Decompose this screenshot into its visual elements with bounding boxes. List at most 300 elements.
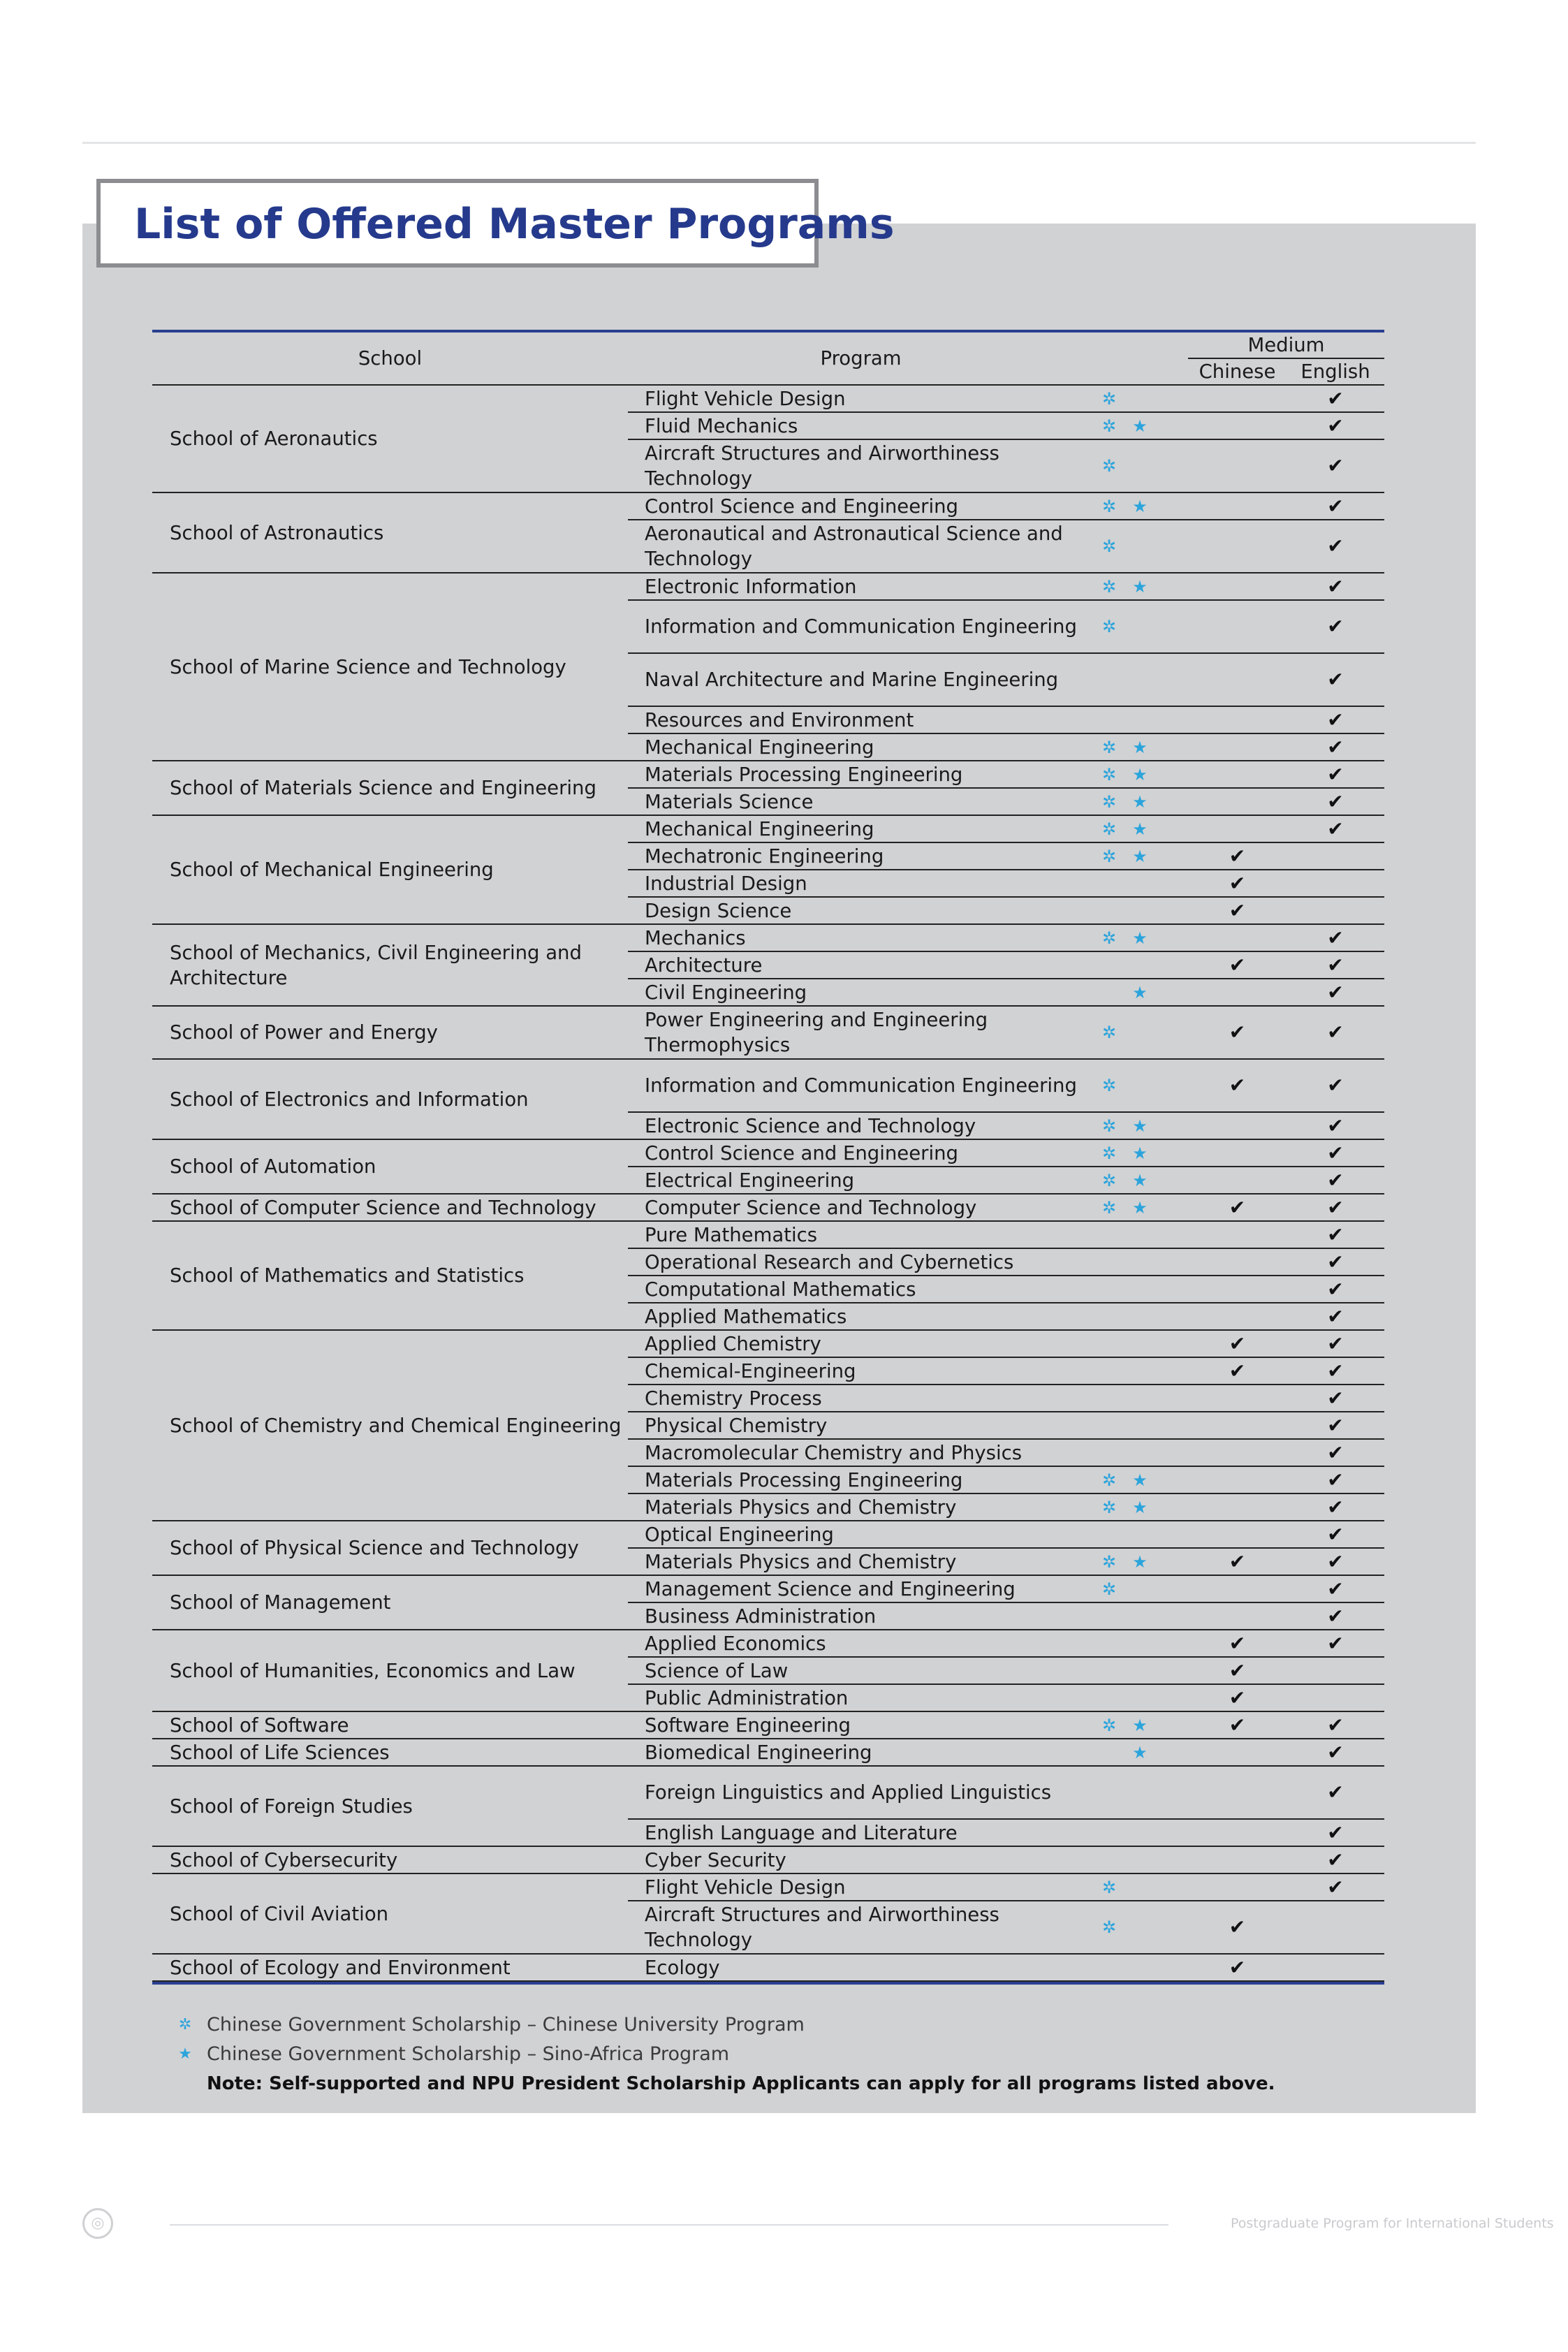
scholarship-university-icon: ✲ xyxy=(1101,737,1117,757)
checkmark-icon: ✔ xyxy=(1327,1222,1344,1246)
header-scholarship-blank xyxy=(1094,333,1188,385)
program-name: Civil Engineering xyxy=(628,979,1094,1006)
chinese-medium-cell xyxy=(1188,1139,1287,1167)
checkmark-icon: ✔ xyxy=(1327,1250,1344,1273)
chinese-medium-cell xyxy=(1188,1548,1287,1575)
school-name: School of Civil Aviation xyxy=(152,1873,628,1954)
chinese-medium-cell xyxy=(1188,815,1287,842)
school-name: School of Humanities, Economics and Law xyxy=(152,1630,628,1711)
english-medium-cell xyxy=(1287,1412,1384,1439)
english-medium-cell xyxy=(1287,1684,1384,1711)
chinese-medium-cell xyxy=(1188,1276,1287,1303)
english-medium-cell xyxy=(1287,1521,1384,1548)
english-medium-cell xyxy=(1287,439,1384,492)
checkmark-icon: ✔ xyxy=(1327,1195,1344,1219)
chinese-medium-cell xyxy=(1188,1006,1287,1059)
chinese-medium-cell xyxy=(1188,897,1287,924)
program-name: Chemistry Process xyxy=(628,1385,1094,1412)
chinese-medium-cell xyxy=(1188,1466,1287,1493)
english-medium-cell xyxy=(1287,924,1384,951)
scholarship-africa-icon: ★ xyxy=(1132,1143,1148,1163)
english-medium-cell xyxy=(1287,1194,1384,1221)
program-name: Ecology xyxy=(628,1954,1094,1981)
chinese-medium-cell xyxy=(1188,1059,1287,1112)
scholarship-cell xyxy=(1094,1412,1188,1439)
program-name: English Language and Literature xyxy=(628,1819,1094,1846)
checkmark-icon: ✔ xyxy=(1229,1195,1246,1219)
scholarship-cell xyxy=(1094,520,1188,573)
program-name: Public Administration xyxy=(628,1684,1094,1711)
programs-table-body xyxy=(152,385,1384,1981)
checkmark-icon: ✔ xyxy=(1327,1577,1344,1600)
scholarship-cell xyxy=(1094,1711,1188,1739)
scholarship-africa-icon: ★ xyxy=(1132,1497,1148,1517)
chinese-medium-cell xyxy=(1188,733,1287,761)
checkmark-icon: ✔ xyxy=(1327,574,1344,598)
english-medium-cell xyxy=(1287,1330,1384,1357)
scholarship-cell xyxy=(1094,1766,1188,1819)
checkmark-icon: ✔ xyxy=(1327,494,1344,518)
english-medium-cell xyxy=(1287,815,1384,842)
chinese-medium-cell xyxy=(1188,924,1287,951)
english-medium-cell xyxy=(1287,1059,1384,1112)
program-name: Electronic Science and Technology xyxy=(628,1112,1094,1139)
scholarship-university-icon: ✲ xyxy=(1101,576,1117,597)
chinese-medium-cell xyxy=(1188,1657,1287,1684)
chinese-medium-cell xyxy=(1188,439,1287,492)
checkmark-icon: ✔ xyxy=(1327,1468,1344,1491)
english-medium-cell xyxy=(1287,1167,1384,1194)
program-name: Foreign Linguistics and Applied Linguistics xyxy=(628,1766,1094,1819)
checkmark-icon: ✔ xyxy=(1327,534,1344,557)
english-medium-cell xyxy=(1287,600,1384,653)
english-medium-cell xyxy=(1287,1548,1384,1575)
english-medium-cell xyxy=(1287,1139,1384,1167)
checkmark-icon: ✔ xyxy=(1327,735,1344,759)
chinese-medium-cell xyxy=(1188,761,1287,788)
header-medium: Medium xyxy=(1188,333,1384,358)
school-name: School of Power and Energy xyxy=(152,1006,628,1059)
school-name: School of Marine Science and Technology xyxy=(152,573,628,761)
scholarship-cell xyxy=(1094,924,1188,951)
chinese-medium-cell xyxy=(1188,653,1287,706)
footer-text: Postgraduate Program for International Students xyxy=(1231,2216,1554,2231)
scholarship-cell xyxy=(1094,979,1188,1006)
checkmark-icon: ✔ xyxy=(1327,1021,1344,1044)
chinese-medium-cell xyxy=(1188,1357,1287,1385)
scholarship-cell xyxy=(1094,870,1188,897)
chinese-medium-cell xyxy=(1188,492,1287,520)
checkmark-icon: ✔ xyxy=(1327,1113,1344,1137)
checkmark-icon: ✔ xyxy=(1229,1631,1246,1655)
program-name: Applied Mathematics xyxy=(628,1303,1094,1330)
english-medium-cell xyxy=(1287,1303,1384,1330)
table-row xyxy=(152,924,1384,951)
scholarship-cell xyxy=(1094,573,1188,600)
scholarship-cell xyxy=(1094,1548,1188,1575)
english-medium-cell xyxy=(1287,1575,1384,1602)
program-name: Power Engineering and Engineering Thermophysics xyxy=(628,1006,1094,1059)
table-row xyxy=(152,1846,1384,1873)
table-row xyxy=(152,1139,1384,1167)
chinese-medium-cell xyxy=(1188,979,1287,1006)
program-name: Mechanics xyxy=(628,924,1094,951)
scholarship-cell xyxy=(1094,1657,1188,1684)
chinese-medium-cell xyxy=(1188,1846,1287,1873)
checkmark-icon: ✔ xyxy=(1229,1021,1246,1044)
checkmark-icon: ✔ xyxy=(1327,615,1344,638)
chinese-medium-cell xyxy=(1188,1711,1287,1739)
checkmark-icon: ✔ xyxy=(1229,1359,1246,1382)
checkmark-icon: ✔ xyxy=(1229,844,1246,868)
english-medium-cell xyxy=(1287,1766,1384,1819)
scholarship-cell xyxy=(1094,1303,1188,1330)
scholarship-cell xyxy=(1094,1739,1188,1766)
scholarship-university-icon: ✲ xyxy=(1101,416,1117,436)
scholarship-university-icon: ✲ xyxy=(1101,764,1117,784)
chinese-medium-cell xyxy=(1188,1194,1287,1221)
scholarship-cell xyxy=(1094,1112,1188,1139)
english-medium-cell xyxy=(1287,1006,1384,1059)
scholarship-cell xyxy=(1094,951,1188,979)
scholarship-university-icon: ✲ xyxy=(1101,456,1117,476)
scholarship-university-icon: ✲ xyxy=(1101,1076,1117,1095)
scholarship-africa-icon: ★ xyxy=(1132,928,1148,948)
program-name: Control Science and Engineering xyxy=(628,1139,1094,1167)
table-row xyxy=(152,1059,1384,1112)
table-row xyxy=(152,761,1384,788)
program-name: Business Administration xyxy=(628,1602,1094,1630)
scholarship-cell xyxy=(1094,1059,1188,1112)
english-medium-cell xyxy=(1287,1711,1384,1739)
chinese-medium-cell xyxy=(1188,1954,1287,1981)
chinese-medium-cell xyxy=(1188,1385,1287,1412)
program-name: Information and Communication Engineering xyxy=(628,600,1094,653)
scholarship-university-icon: ✲ xyxy=(1101,1470,1117,1490)
program-name: Operational Research and Cybernetics xyxy=(628,1248,1094,1276)
checkmark-icon: ✔ xyxy=(1327,1713,1344,1737)
school-name: School of Aeronautics xyxy=(152,385,628,492)
english-medium-cell xyxy=(1287,385,1384,412)
english-medium-cell xyxy=(1287,1873,1384,1901)
checkmark-icon: ✔ xyxy=(1327,1386,1344,1410)
checkmark-icon: ✔ xyxy=(1327,1331,1344,1355)
scholarship-africa-icon: ★ xyxy=(1132,1551,1148,1572)
english-medium-cell xyxy=(1287,1846,1384,1873)
english-medium-cell xyxy=(1287,520,1384,573)
checkmark-icon: ✔ xyxy=(1327,1848,1344,1871)
english-medium-cell xyxy=(1287,1357,1384,1385)
table-row xyxy=(152,815,1384,842)
program-name: Materials Physics and Chemistry xyxy=(628,1548,1094,1575)
program-name: Optical Engineering xyxy=(628,1521,1094,1548)
checkmark-icon: ✔ xyxy=(1327,817,1344,840)
program-name: Flight Vehicle Design xyxy=(628,385,1094,412)
scholarship-cell xyxy=(1094,439,1188,492)
scholarship-cell xyxy=(1094,1873,1188,1901)
scholarship-cell xyxy=(1094,1819,1188,1846)
program-name: Information and Communication Engineering xyxy=(628,1059,1094,1112)
scholarship-university-icon: ✲ xyxy=(1101,791,1117,812)
english-medium-cell xyxy=(1287,412,1384,439)
english-medium-cell xyxy=(1287,706,1384,733)
scholarship-africa-icon: ★ xyxy=(1132,819,1148,839)
table-row xyxy=(152,1873,1384,1901)
chinese-medium-cell xyxy=(1188,842,1287,870)
school-name: School of Automation xyxy=(152,1139,628,1194)
chinese-medium-cell xyxy=(1188,1901,1287,1954)
table-row xyxy=(152,1330,1384,1357)
checkmark-icon: ✔ xyxy=(1229,1331,1246,1355)
scholarship-cell xyxy=(1094,1901,1188,1954)
checkmark-icon: ✔ xyxy=(1327,1820,1344,1844)
scholarship-university-icon: ✲ xyxy=(1101,1877,1117,1897)
program-name: Fluid Mechanics xyxy=(628,412,1094,439)
english-medium-cell xyxy=(1287,1630,1384,1657)
english-medium-cell xyxy=(1287,1221,1384,1248)
scholarship-africa-icon: ★ xyxy=(1132,1197,1148,1218)
checkmark-icon: ✔ xyxy=(1229,1915,1246,1938)
table-row xyxy=(152,1575,1384,1602)
program-name: Computational Mathematics xyxy=(628,1276,1094,1303)
checkmark-icon: ✔ xyxy=(1327,668,1344,691)
table-row xyxy=(152,1630,1384,1657)
scholarship-university-icon: ✲ xyxy=(1101,846,1117,866)
scholarship-africa-icon: ★ xyxy=(1132,1715,1148,1735)
chinese-medium-cell xyxy=(1188,1575,1287,1602)
checkmark-icon: ✔ xyxy=(1327,953,1344,977)
chinese-medium-cell xyxy=(1188,1630,1287,1657)
scholarship-university-icon: ✲ xyxy=(1101,1918,1117,1937)
checkmark-icon: ✔ xyxy=(1229,1713,1246,1737)
checkmark-icon: ✔ xyxy=(1327,1875,1344,1899)
english-medium-cell xyxy=(1287,653,1384,706)
program-name: Materials Processing Engineering xyxy=(628,761,1094,788)
scholarship-cell xyxy=(1094,1006,1188,1059)
checkmark-icon: ✔ xyxy=(1327,1740,1344,1764)
chinese-medium-cell xyxy=(1188,412,1287,439)
english-medium-cell xyxy=(1287,1385,1384,1412)
scholarship-cell xyxy=(1094,1330,1188,1357)
english-medium-cell xyxy=(1287,1819,1384,1846)
chinese-medium-cell xyxy=(1188,1248,1287,1276)
scholarship-cell xyxy=(1094,385,1188,412)
school-name: School of Astronautics xyxy=(152,492,628,573)
table-row xyxy=(152,1766,1384,1819)
scholarship-africa-icon: ★ xyxy=(1132,1116,1148,1136)
checkmark-icon: ✔ xyxy=(1327,1413,1344,1437)
scholarship-africa-icon: ★ xyxy=(1132,1470,1148,1490)
scholarship-africa-icon: ★ xyxy=(178,2045,192,2063)
english-medium-cell xyxy=(1287,951,1384,979)
scholarship-cell xyxy=(1094,1493,1188,1521)
header-program: Program xyxy=(628,333,1094,385)
scholarship-africa-icon: ★ xyxy=(1132,764,1148,784)
scholarship-cell xyxy=(1094,1630,1188,1657)
program-name: Mechatronic Engineering xyxy=(628,842,1094,870)
scholarship-cell xyxy=(1094,1846,1188,1873)
program-name: Naval Architecture and Marine Engineering xyxy=(628,653,1094,706)
english-medium-cell xyxy=(1287,573,1384,600)
scholarship-cell xyxy=(1094,815,1188,842)
checkmark-icon: ✔ xyxy=(1327,1074,1344,1097)
chinese-medium-cell xyxy=(1188,385,1287,412)
checkmark-icon: ✔ xyxy=(1229,1658,1246,1682)
legend-university-text: Chinese Government Scholarship – Chinese University Program xyxy=(207,2014,805,2036)
table-row xyxy=(152,1954,1384,1981)
table-row xyxy=(152,1521,1384,1548)
programs-table xyxy=(152,333,1384,1982)
checkmark-icon: ✔ xyxy=(1327,762,1344,786)
scholarship-university-icon: ✲ xyxy=(1101,1023,1117,1042)
scholarship-cell xyxy=(1094,1684,1188,1711)
checkmark-icon: ✔ xyxy=(1229,953,1246,977)
english-medium-cell xyxy=(1287,1112,1384,1139)
chinese-medium-cell xyxy=(1188,1521,1287,1548)
scholarship-africa-icon: ★ xyxy=(1132,496,1148,516)
english-medium-cell xyxy=(1287,979,1384,1006)
school-name: School of Computer Science and Technology xyxy=(152,1194,628,1221)
english-medium-cell xyxy=(1287,842,1384,870)
english-medium-cell xyxy=(1287,492,1384,520)
chinese-medium-cell xyxy=(1188,1493,1287,1521)
program-name: Industrial Design xyxy=(628,870,1094,897)
footer-divider xyxy=(170,2224,1168,2226)
checkmark-icon: ✔ xyxy=(1327,1781,1344,1804)
checkmark-icon: ✔ xyxy=(1327,1277,1344,1301)
program-name: Applied Chemistry xyxy=(628,1330,1094,1357)
program-name: Macromolecular Chemistry and Physics xyxy=(628,1439,1094,1466)
program-name: Flight Vehicle Design xyxy=(628,1873,1094,1901)
checkmark-icon: ✔ xyxy=(1327,1168,1344,1192)
table-row xyxy=(152,1711,1384,1739)
scholarship-africa-icon: ★ xyxy=(1132,982,1148,1002)
checkmark-icon: ✔ xyxy=(1327,980,1344,1004)
program-name: Electrical Engineering xyxy=(628,1167,1094,1194)
checkmark-icon: ✔ xyxy=(1327,1604,1344,1628)
checkmark-icon: ✔ xyxy=(1229,871,1246,895)
checkmark-icon: ✔ xyxy=(1327,1522,1344,1546)
chinese-medium-cell xyxy=(1188,1766,1287,1819)
checkmark-icon: ✔ xyxy=(1327,1440,1344,1464)
scholarship-university-icon: ✲ xyxy=(1101,1579,1117,1599)
program-name: Management Science and Engineering xyxy=(628,1575,1094,1602)
english-medium-cell xyxy=(1287,1439,1384,1466)
program-name: Aeronautical and Astronautical Science and Technology xyxy=(628,520,1094,573)
chinese-medium-cell xyxy=(1188,600,1287,653)
english-medium-cell xyxy=(1287,1493,1384,1521)
table-row xyxy=(152,492,1384,520)
english-medium-cell xyxy=(1287,1276,1384,1303)
school-name: School of Foreign Studies xyxy=(152,1766,628,1846)
english-medium-cell xyxy=(1287,1248,1384,1276)
scholarship-cell xyxy=(1094,600,1188,653)
program-name: Science of Law xyxy=(628,1657,1094,1684)
scholarship-university-icon: ✲ xyxy=(1101,1116,1117,1136)
scholarship-cell xyxy=(1094,1602,1188,1630)
checkmark-icon: ✔ xyxy=(1327,1304,1344,1328)
scholarship-cell xyxy=(1094,706,1188,733)
english-medium-cell xyxy=(1287,1901,1384,1954)
scholarship-africa-icon: ★ xyxy=(1132,1170,1148,1190)
scholarship-university-icon: ✲ xyxy=(178,2016,192,2033)
checkmark-icon: ✔ xyxy=(1229,898,1246,922)
program-name: Computer Science and Technology xyxy=(628,1194,1094,1221)
program-name: Materials Science xyxy=(628,788,1094,815)
legend-africa-text: Chinese Government Scholarship – Sino-Africa Program xyxy=(207,2043,730,2065)
program-name: Materials Processing Engineering xyxy=(628,1466,1094,1493)
table-row xyxy=(152,1194,1384,1221)
checkmark-icon: ✔ xyxy=(1327,1631,1344,1655)
table-row xyxy=(152,1739,1384,1766)
checkmark-icon: ✔ xyxy=(1327,926,1344,949)
scholarship-university-icon: ✲ xyxy=(1101,1715,1117,1735)
program-name: Resources and Environment xyxy=(628,706,1094,733)
chinese-medium-cell xyxy=(1188,1439,1287,1466)
program-name: Cyber Security xyxy=(628,1846,1094,1873)
scholarship-cell xyxy=(1094,1521,1188,1548)
chinese-medium-cell xyxy=(1188,951,1287,979)
table-row xyxy=(152,385,1384,412)
scholarship-africa-icon: ★ xyxy=(1132,791,1148,812)
scholarship-cell xyxy=(1094,842,1188,870)
english-medium-cell xyxy=(1287,1657,1384,1684)
program-name: Aircraft Structures and Airworthiness Technology xyxy=(628,439,1094,492)
checkmark-icon: ✔ xyxy=(1327,454,1344,477)
checkmark-icon: ✔ xyxy=(1327,414,1344,437)
top-divider xyxy=(82,142,1476,144)
program-name: Chemical-Engineering xyxy=(628,1357,1094,1385)
checkmark-icon: ✔ xyxy=(1229,1955,1246,1979)
checkmark-icon: ✔ xyxy=(1327,1359,1344,1382)
program-name: Pure Mathematics xyxy=(628,1221,1094,1248)
checkmark-icon: ✔ xyxy=(1327,1549,1344,1573)
chinese-medium-cell xyxy=(1188,1684,1287,1711)
program-name: Materials Physics and Chemistry xyxy=(628,1493,1094,1521)
legend-note-text: Note: Self-supported and NPU President Scholarship Applicants can apply for all programs listed above. xyxy=(207,2073,1275,2094)
title-box xyxy=(96,179,895,268)
school-name: School of Mechanics, Civil Engineering and Architecture xyxy=(152,924,628,1006)
checkmark-icon: ✔ xyxy=(1327,386,1344,410)
chinese-medium-cell xyxy=(1188,1112,1287,1139)
scholarship-cell xyxy=(1094,1357,1188,1385)
english-medium-cell xyxy=(1287,897,1384,924)
scholarship-cell xyxy=(1094,788,1188,815)
scholarship-university-icon: ✲ xyxy=(1101,1143,1117,1163)
checkmark-icon: ✔ xyxy=(1229,1549,1246,1573)
english-medium-cell xyxy=(1287,870,1384,897)
chinese-medium-cell xyxy=(1188,573,1287,600)
school-name: School of Software xyxy=(152,1711,628,1739)
english-medium-cell xyxy=(1287,1602,1384,1630)
chinese-medium-cell xyxy=(1188,706,1287,733)
chinese-medium-cell xyxy=(1188,1167,1287,1194)
scholarship-cell xyxy=(1094,412,1188,439)
program-name: Mechanical Engineering xyxy=(628,733,1094,761)
chinese-medium-cell xyxy=(1188,1412,1287,1439)
scholarship-university-icon: ✲ xyxy=(1101,617,1117,636)
checkmark-icon: ✔ xyxy=(1229,1074,1246,1097)
scholarship-university-icon: ✲ xyxy=(1101,1197,1117,1218)
scholarship-cell xyxy=(1094,1954,1188,1981)
scholarship-cell xyxy=(1094,1194,1188,1221)
english-medium-cell xyxy=(1287,788,1384,815)
chinese-medium-cell xyxy=(1188,1221,1287,1248)
table-row xyxy=(152,573,1384,600)
footer-logo-icon: ◎ xyxy=(82,2208,113,2239)
header-english: English xyxy=(1287,358,1384,385)
school-name: School of Cybersecurity xyxy=(152,1846,628,1873)
